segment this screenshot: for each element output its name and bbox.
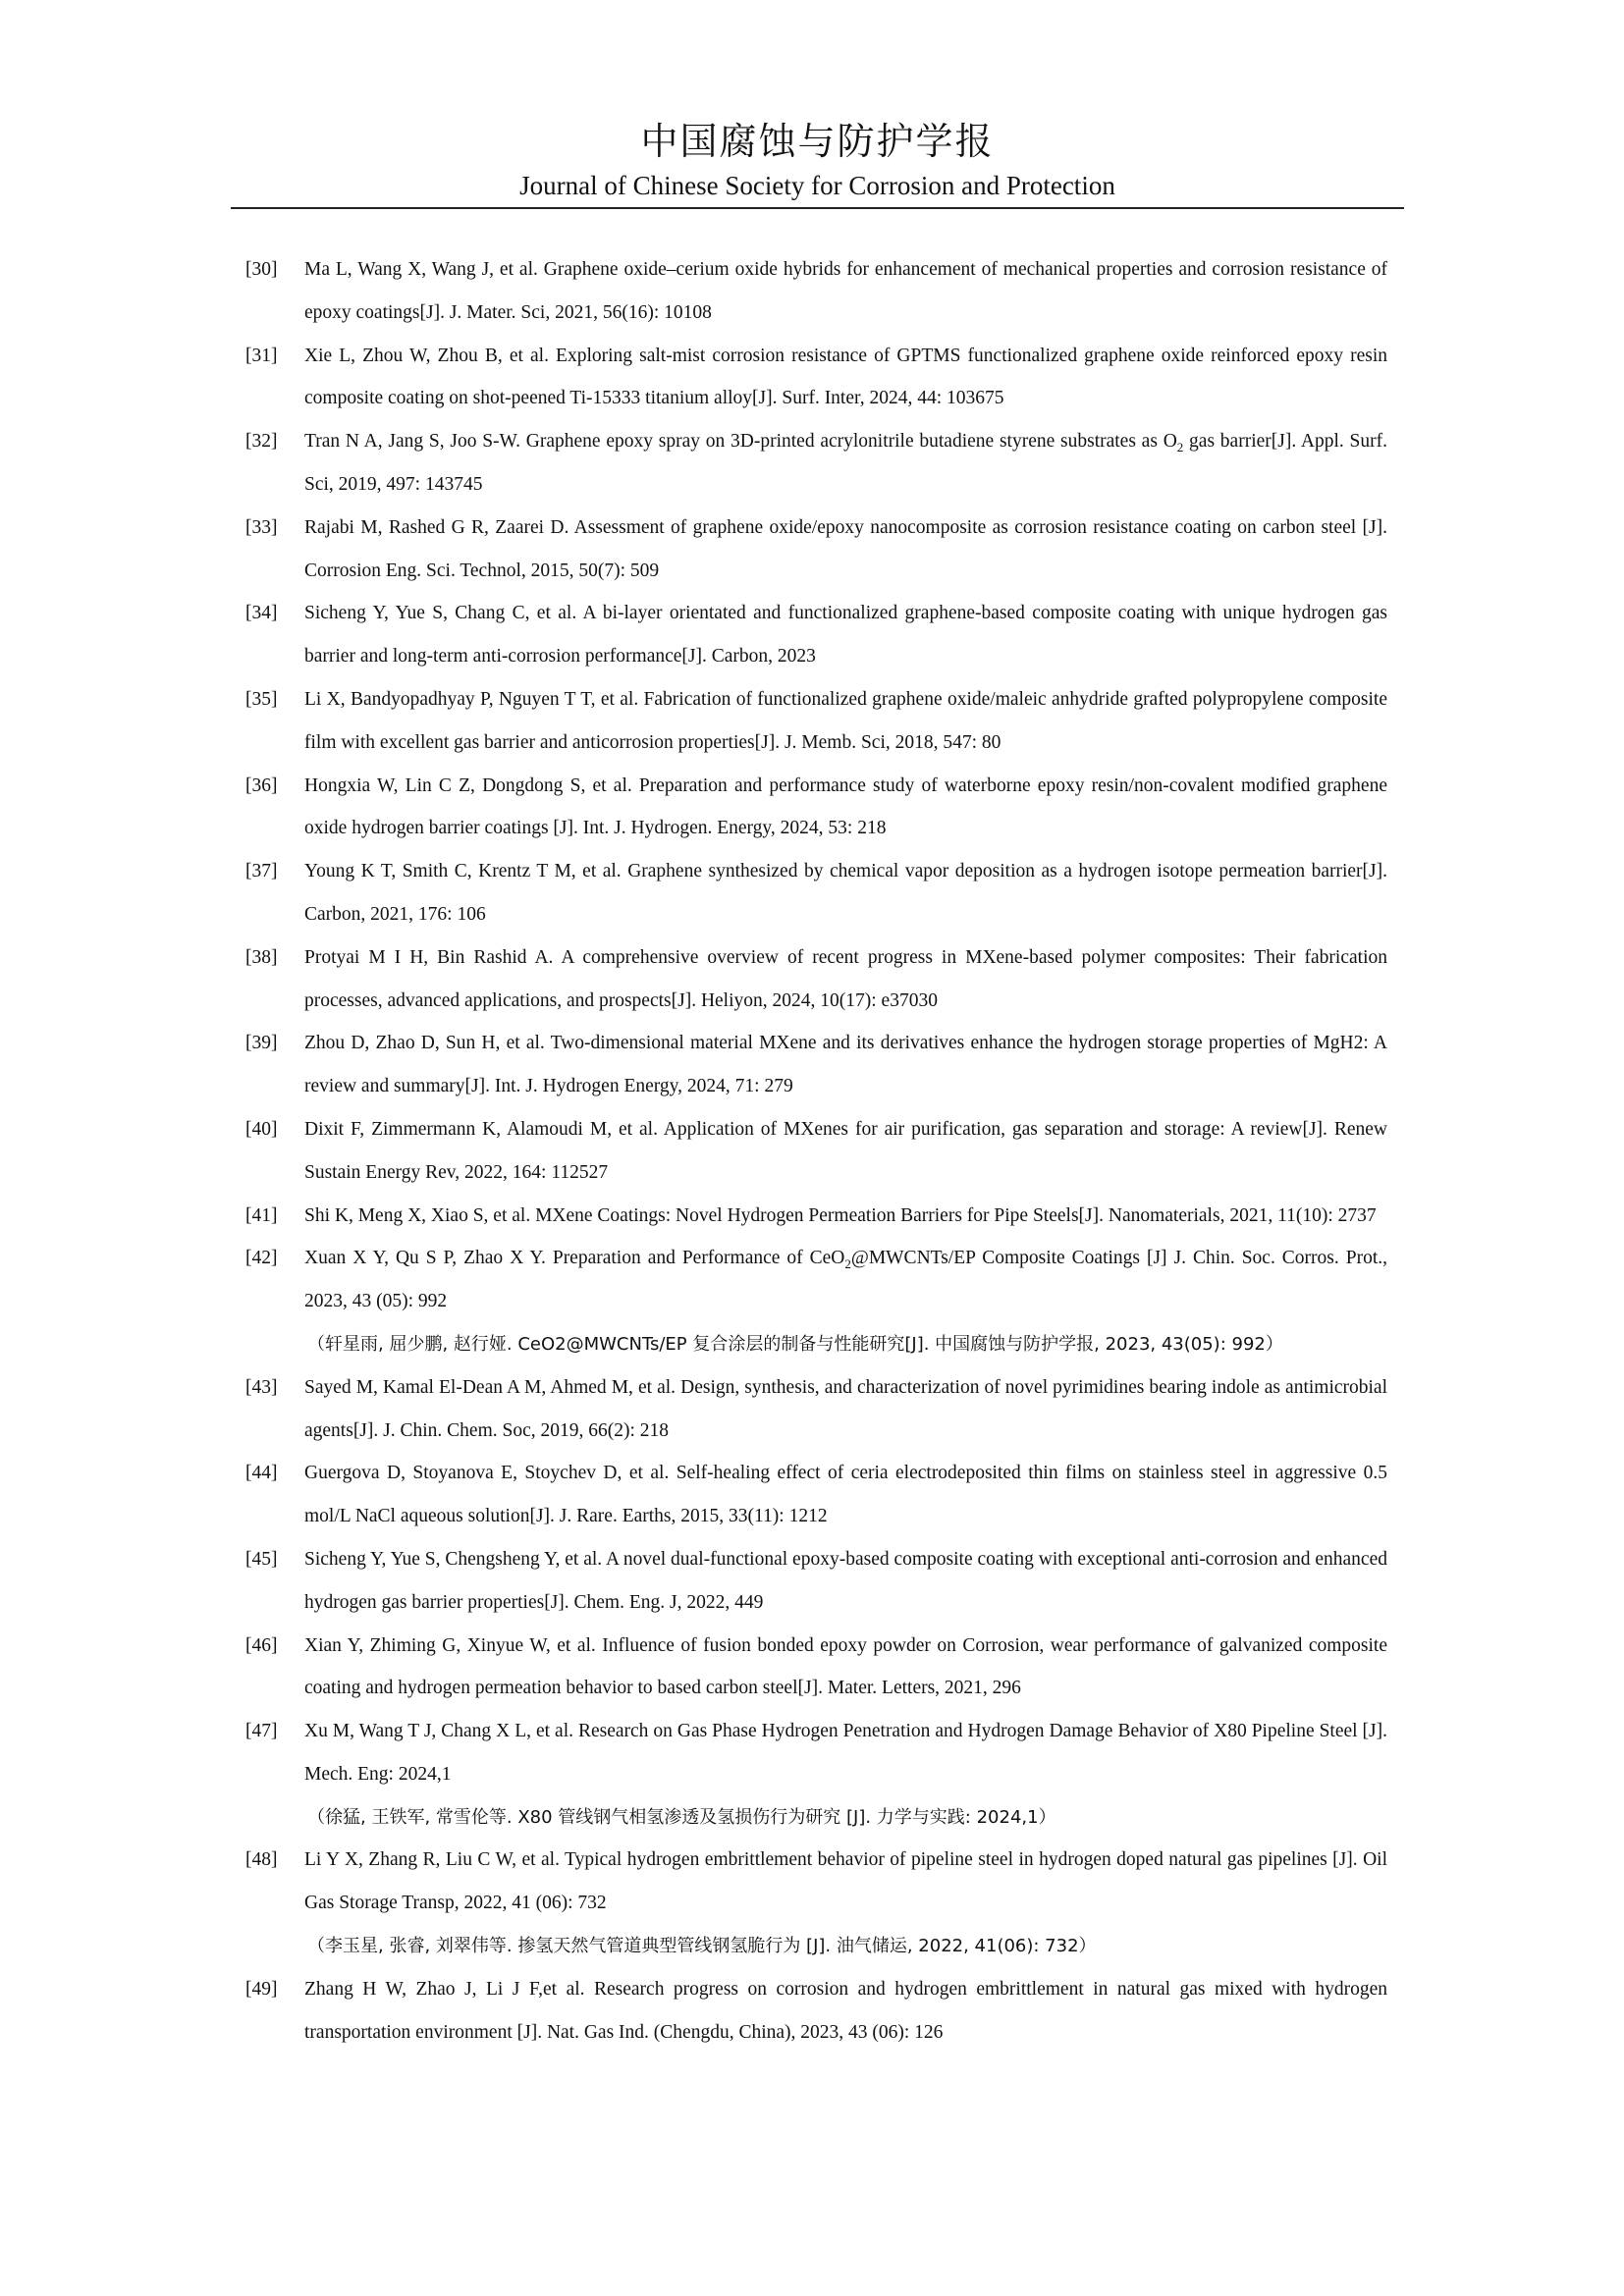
reference-text: Li Y X, Zhang R, Liu C W, et al. Typical hydrogen embrittlement behavior of pipeline steel in hydrogen doped natural gas pipelines [J]. Oil Gas Storage Transp, 2022, 41 (06): 732 [304, 1849, 1387, 1914]
journal-header [231, 116, 1404, 202]
reference-number: [42] [245, 1248, 278, 1269]
reference-body [304, 1237, 1387, 1365]
reference-item [245, 335, 1387, 421]
reference-item [245, 1195, 1387, 1238]
reference-item [245, 1366, 1387, 1453]
reference-item [245, 1452, 1387, 1538]
reference-body [304, 248, 1387, 335]
reference-text [304, 420, 1387, 507]
reference-body [304, 1452, 1387, 1538]
reference-number: [30] [245, 259, 278, 280]
reference-text: Dixit F, Zimmermann K, Alamoudi M, et al. Application of MXenes for air purification, gas separation and storage: A review[J]. Renew Sustain Energy Rev, 2022, 164: 112527 [304, 1118, 1387, 1183]
reference-number: [31] [245, 345, 278, 366]
reference-body [304, 420, 1387, 507]
reference-item [245, 1710, 1387, 1839]
reference-item [245, 507, 1387, 593]
reference-body [304, 1195, 1387, 1238]
reference-number: [41] [245, 1204, 278, 1226]
reference-text: Zhou D, Zhao D, Sun H, et al. Two-dimensional material MXene and its derivatives enhance the hydrogen storage properties of MgH2: A review and summary[J]. Int. J. Hydrogen Energy, 2024, 71: 279 [304, 1033, 1387, 1097]
reference-body [304, 335, 1387, 421]
reference-text: Xie L, Zhou W, Zhou B, et al. Exploring salt-mist corrosion resistance of GPTMS functionalized graphene oxide reinforced epoxy resin composite coating on shot-peened Ti-15333 titanium alloy[J]. Surf. Inter, 2024, 44: 103675 [304, 345, 1387, 409]
reference-number: [48] [245, 1849, 278, 1871]
reference-text: Young K T, Smith C, Krentz T M, et al. Graphene synthesized by chemical vapor deposition as a hydrogen isotope permeation barrier[J]. Carbon, 2021, 176: 106 [304, 861, 1387, 925]
reference-text: Xu M, Wang T J, Chang X L, et al. Research on Gas Phase Hydrogen Penetration and Hydrogen Damage Behavior of X80 Pipeline Steel [J]. Mech. Eng: 2024,1 [304, 1721, 1387, 1785]
reference-body [304, 1839, 1387, 1967]
reference-number: [37] [245, 861, 278, 882]
reference-item [245, 1237, 1387, 1365]
reference-body [304, 936, 1387, 1023]
header-rule [231, 207, 1404, 209]
reference-number: [32] [245, 431, 278, 453]
reference-body [304, 1108, 1387, 1195]
reference-number: [46] [245, 1634, 278, 1656]
reference-item [245, 1625, 1387, 1711]
reference-text: Xian Y, Zhiming G, Xinyue W, et al. Influence of fusion bonded epoxy powder on Corrosion, wear performance of galvanized composite coating and hydrogen permeation behavior to based carbon steel[J]. Mater. Letters, 2021, 296 [304, 1634, 1387, 1699]
reference-body [304, 1710, 1387, 1839]
reference-number: [38] [245, 946, 278, 968]
reference-text: Sicheng Y, Yue S, Chengsheng Y, et al. A novel dual-functional epoxy-based composite coating with exceptional anti-corrosion and enhanced hydrogen gas barrier properties[J]. Chem. Eng. J, 2022, 449 [304, 1548, 1387, 1613]
reference-chinese-translation: （李玉星, 张睿, 刘翠伟等. 掺氢天然气管道典型管线钢氢脆行为 [J]. 油气储运, 2022, 41(06): 732） [307, 1936, 1097, 1957]
reference-body [304, 1022, 1387, 1108]
reference-body [304, 507, 1387, 593]
reference-text: Guergova D, Stoyanova E, Stoychev D, et al. Self-healing effect of ceria electrodeposited thin films on stainless steel in aggressive 0.5 mol/L NaCl aqueous solution[J]. J. Rare. Earths, 2015, 33(11): 1212 [304, 1463, 1387, 1527]
reference-item [245, 420, 1387, 507]
reference-body [304, 765, 1387, 851]
reference-text: Protyai M I H, Bin Rashid A. A comprehensive overview of recent progress in MXene-based polymer composites: Their fabrication processes, advanced applications, and prospects[J]. Heliyon, 2024, 10(17): e37030 [304, 946, 1387, 1011]
reference-body [304, 1968, 1387, 2055]
reference-item [245, 765, 1387, 851]
reference-number: [47] [245, 1721, 278, 1742]
reference-body [304, 1625, 1387, 1711]
reference-number: [43] [245, 1376, 278, 1398]
reference-body [304, 678, 1387, 765]
reference-item [245, 248, 1387, 335]
journal-title-zh: 中国腐蚀与防护学报 [640, 120, 995, 163]
reference-list [245, 248, 1387, 2054]
reference-number: [49] [245, 1978, 278, 2000]
reference-text: Shi K, Meng X, Xiao S, et al. MXene Coatings: Novel Hydrogen Permeation Barriers for Pipe Steels[J]. Nanomaterials, 2021, 11(10): 2737 [304, 1204, 1377, 1226]
journal-title-en: Journal of Chinese Society for Corrosion and Protection [519, 171, 1115, 200]
reference-item [245, 850, 1387, 936]
reference-item [245, 1968, 1387, 2055]
reference-item [245, 678, 1387, 765]
reference-body [304, 1538, 1387, 1625]
subscript: 2 [844, 1256, 851, 1272]
reference-text: Sicheng Y, Yue S, Chang C, et al. A bi-layer orientated and functionalized graphene-based composite coating with unique hydrogen gas barrier and long-term anti-corrosion performance[J]. Carbon, 2023 [304, 603, 1387, 667]
reference-text-part: Tran N A, Jang S, Joo S-W. Graphene epoxy spray on 3D-printed acrylonitrile butadiene styrene substrates as O [304, 431, 1177, 453]
reference-item [245, 592, 1387, 678]
reference-item [245, 936, 1387, 1023]
reference-text-part: @MWCNTs/EP Composite Coatings [J] J. Chin. Soc. Corros. Prot., 2023, 43 (05): 992 [304, 1248, 1387, 1312]
reference-number: [36] [245, 774, 278, 796]
reference-chinese-translation: （徐猛, 王铁军, 常雪伦等. X80 管线钢气相氢渗透及氢损伤行为研究 [J]. 力学与实践: 2024,1） [307, 1806, 1056, 1828]
reference-body [304, 850, 1387, 936]
reference-item [245, 1108, 1387, 1195]
reference-text: Rajabi M, Rashed G R, Zaarei D. Assessment of graphene oxide/epoxy nanocomposite as corrosion resistance coating on carbon steel [J]. Corrosion Eng. Sci. Technol, 2015, 50(7): 509 [304, 516, 1387, 581]
reference-text: Ma L, Wang X, Wang J, et al. Graphene oxide–cerium oxide hybrids for enhancement of mechanical properties and corrosion resistance of epoxy coatings[J]. J. Mater. Sci, 2021, 56(16): 10108 [304, 259, 1387, 323]
reference-text-part: Xuan X Y, Qu S P, Zhao X Y. Preparation and Performance of CeO [304, 1248, 845, 1269]
reference-text [304, 1237, 1387, 1323]
reference-text: Hongxia W, Lin C Z, Dongdong S, et al. Preparation and performance study of waterborne epoxy resin/non-covalent modified graphene oxide hydrogen barrier coatings [J]. Int. J. Hydrogen. Energy, 2024, 53: 218 [304, 774, 1387, 839]
reference-item [245, 1538, 1387, 1625]
reference-text: Sayed M, Kamal El-Dean A M, Ahmed M, et al. Design, synthesis, and characterization of novel pyrimidines bearing indole as antimicrobial agents[J]. J. Chin. Chem. Soc, 2019, 66(2): 218 [304, 1376, 1387, 1441]
reference-body [304, 1366, 1387, 1453]
reference-item [245, 1839, 1387, 1967]
subscript: 2 [1176, 440, 1184, 455]
reference-number: [33] [245, 516, 278, 538]
reference-item [245, 1022, 1387, 1108]
reference-number: [35] [245, 688, 278, 710]
reference-number: [39] [245, 1033, 278, 1054]
reference-text: Li X, Bandyopadhyay P, Nguyen T T, et al. Fabrication of functionalized graphene oxide/maleic anhydride grafted polypropylene composite film with excellent gas barrier and anticorrosion properties[J]. J. Memb. Sci, 2018, 547: 80 [304, 688, 1387, 753]
reference-text: Zhang H W, Zhao J, Li J F,et al. Research progress on corrosion and hydrogen embrittlement in natural gas mixed with hydrogen transportation environment [J]. Nat. Gas Ind. (Chengdu, China), 2023, 43 (06): 126 [304, 1978, 1387, 2043]
reference-text-part: gas barrier[J]. Appl. Surf. Sci, 2019, 497: 143745 [304, 431, 1387, 495]
reference-number: [34] [245, 603, 278, 624]
reference-chinese-translation: （轩星雨, 屈少鹏, 赵行娅. CeO2@MWCNTs/EP 复合涂层的制备与性能研究[J]. 中国腐蚀与防护学报, 2023, 43(05): 992） [307, 1333, 1283, 1355]
reference-number: [40] [245, 1118, 278, 1140]
reference-number: [44] [245, 1463, 278, 1484]
reference-number: [45] [245, 1548, 278, 1570]
reference-body [304, 592, 1387, 678]
